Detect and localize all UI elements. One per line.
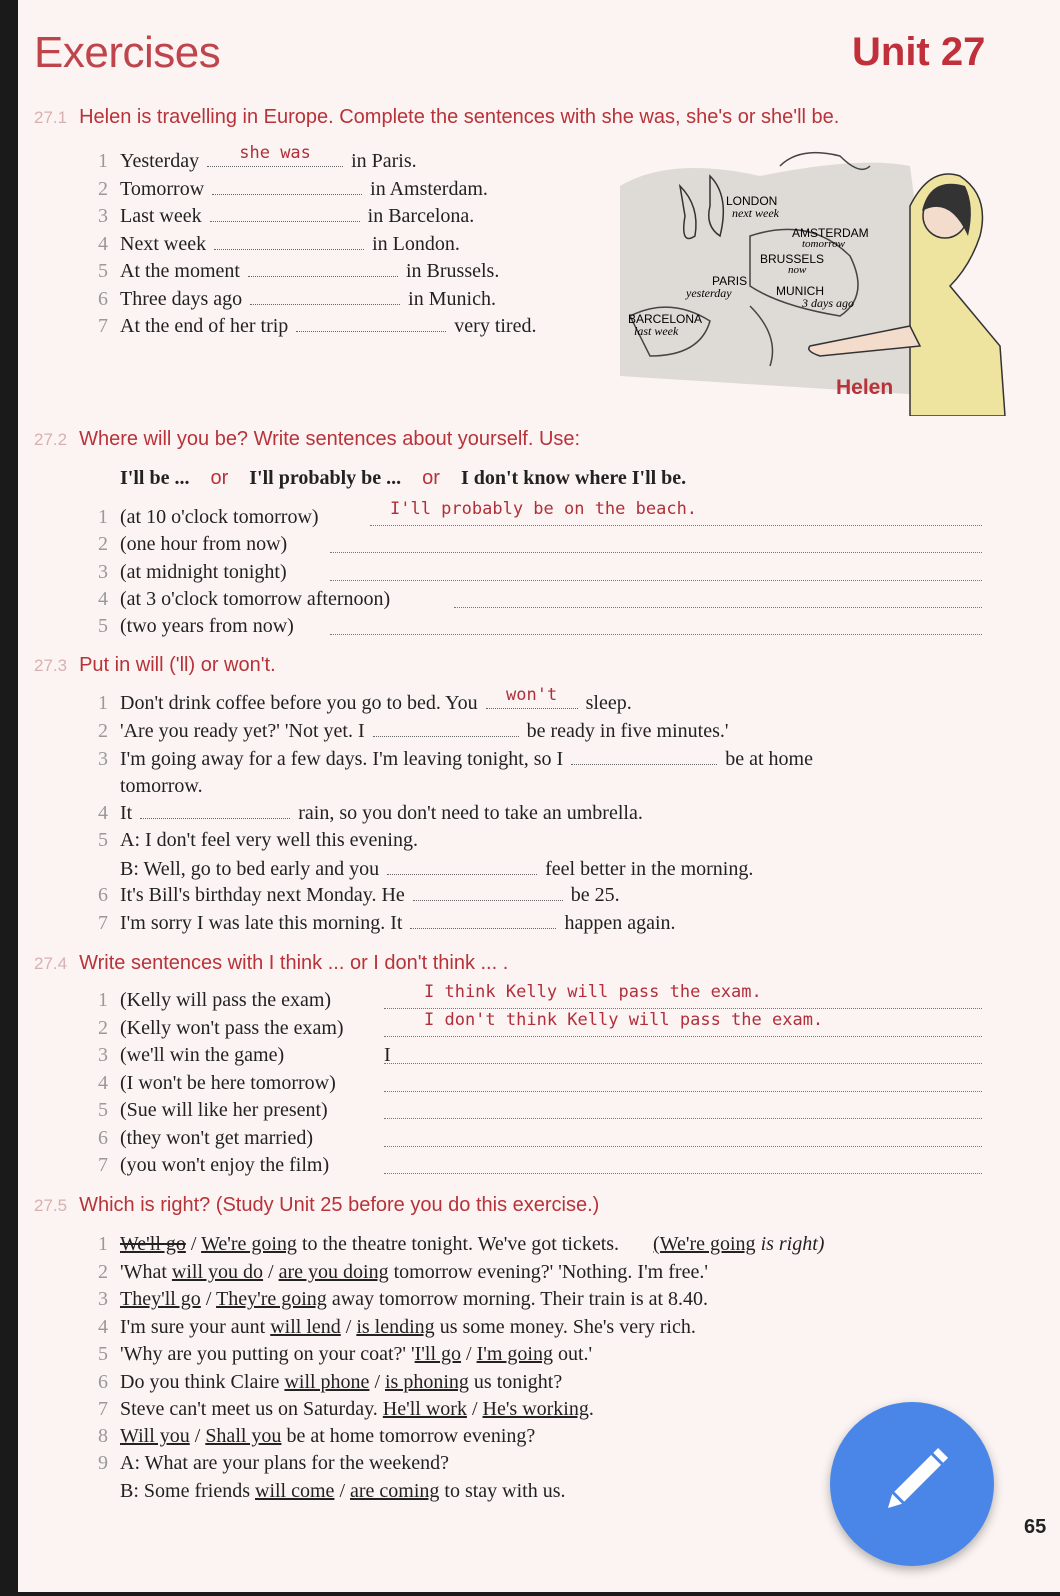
item-number: 4 <box>98 1072 108 1094</box>
choice-2[interactable]: are coming <box>350 1480 440 1502</box>
ex3-item <box>98 746 813 771</box>
item-number: 1 <box>98 989 108 1011</box>
item-prompt: (we'll win the game) <box>120 1044 285 1066</box>
item-number: 1 <box>98 1233 108 1255</box>
ex3-item <box>98 685 632 715</box>
item-text-after: happen again. <box>564 912 676 934</box>
exercise-5-heading <box>34 1194 599 1217</box>
choice-1[interactable]: will you do <box>171 1261 264 1283</box>
item-number: 5 <box>98 615 108 637</box>
item-number: 4 <box>98 802 108 824</box>
ex3-item-b-line <box>120 856 753 881</box>
choice-1[interactable]: They'll go <box>120 1288 201 1310</box>
item-text-after: sleep. <box>585 692 632 714</box>
item-text-after: be ready in five minutes.' <box>526 720 729 742</box>
choice-separator: / <box>461 1343 477 1365</box>
item-text-after: to the theatre tonight. We've got tickets. <box>296 1233 620 1255</box>
item-number: 6 <box>98 884 108 906</box>
choice-2[interactable]: He's working <box>482 1398 589 1420</box>
handwritten-answer: I think Kelly will pass the exam. <box>424 982 762 1002</box>
exercise-instruction: Put in will ('ll) or won't. <box>79 654 276 676</box>
option-a: I'll be ... <box>120 467 190 489</box>
answer-line[interactable] <box>330 580 982 581</box>
item-text-after: be 25. <box>570 884 620 906</box>
item-prompt: (I won't be here tomorrow) <box>120 1072 336 1094</box>
answer-line[interactable] <box>384 1173 982 1174</box>
map-label-london: LONDON <box>726 194 778 208</box>
item-text-after: out.' <box>552 1343 593 1365</box>
ex4-item <box>98 1043 284 1067</box>
choice-1[interactable]: Will you <box>120 1425 190 1447</box>
item-number: 9 <box>98 1452 108 1474</box>
edit-fab-button[interactable] <box>830 1402 994 1566</box>
item-prompt: (Kelly won't pass the exam) <box>120 1017 344 1039</box>
ex2-options <box>120 466 686 490</box>
answer-blank[interactable] <box>486 685 578 709</box>
ex2-item <box>98 587 390 611</box>
answer-blank[interactable] <box>373 718 519 737</box>
ex3-item <box>98 882 620 907</box>
ex3-item <box>98 910 676 935</box>
map-label-paris-when: yesterday <box>686 286 732 300</box>
item-text-before: I'm going away for a few days. I'm leaving tonight, so I <box>120 748 564 770</box>
choice-2[interactable]: is lending <box>356 1316 435 1338</box>
item-prompt: (Kelly will pass the exam) <box>120 989 332 1011</box>
item-text-before: Tomorrow <box>120 178 205 200</box>
item-number: 3 <box>98 1044 108 1066</box>
map-label-amsterdam: AMSTERDAM <box>792 226 869 240</box>
choice-1[interactable]: will come <box>255 1480 335 1502</box>
answer-blank[interactable] <box>250 286 400 305</box>
map-drawing <box>610 146 1010 416</box>
handwritten-answer: I don't think Kelly will pass the exam. <box>424 1010 824 1030</box>
item-prompt: (two years from now) <box>120 615 294 637</box>
ex4-item <box>98 1153 329 1177</box>
item-prompt: (Sue will like her present) <box>120 1099 328 1121</box>
item-number: 1 <box>98 506 108 528</box>
answer-blank[interactable] <box>214 231 364 250</box>
choice-1[interactable]: He'll work <box>382 1398 467 1420</box>
answer-blank[interactable] <box>248 258 398 277</box>
item-text-after: in Paris. <box>351 150 417 172</box>
item-text-after: in Brussels. <box>405 260 500 282</box>
item-number: 3 <box>98 748 108 770</box>
item-prompt: (at midnight tonight) <box>120 561 287 583</box>
item-number: 6 <box>98 288 108 310</box>
ex3-item <box>98 718 728 743</box>
or-2: or <box>422 467 440 489</box>
item-text-after: feel better in the morning. <box>545 858 754 880</box>
item-number: 2 <box>98 720 108 742</box>
item-text-after: us tonight? <box>468 1371 563 1393</box>
exercise-1-heading <box>34 106 839 129</box>
choice-2[interactable]: is phoning <box>385 1371 469 1393</box>
or-1: or <box>210 467 229 489</box>
map-label-munich-when: 3 days ago <box>802 296 854 310</box>
option-c: I don't know where I'll be. <box>460 467 687 489</box>
ex1-item <box>98 143 417 173</box>
exercise-number: 27.5 <box>34 1196 68 1215</box>
ex5-item <box>98 1424 535 1448</box>
exercise-instruction: Helen is travelling in Europe. Complete the sentences with she was, she's or she'll be. <box>79 106 840 128</box>
item-number: 6 <box>98 1127 108 1149</box>
exercise-number: 27.4 <box>34 954 68 973</box>
map-label-brussels-when: now <box>788 264 807 276</box>
item-number: 7 <box>98 1154 108 1176</box>
item-number: 1 <box>98 692 108 714</box>
choice-separator: / <box>185 1233 202 1255</box>
item-number: 3 <box>98 561 108 583</box>
item-text-after: in Amsterdam. <box>370 178 488 200</box>
item-text-before: Last week <box>120 205 202 227</box>
answer-blank[interactable] <box>413 882 563 901</box>
item-number: 2 <box>98 178 108 200</box>
choice-1[interactable]: will lend <box>270 1316 341 1338</box>
choice-2[interactable]: They're going <box>216 1288 327 1310</box>
choice-1[interactable]: will phone <box>284 1371 370 1393</box>
choice-2[interactable]: Shall you <box>205 1425 282 1447</box>
ex5-item <box>98 1397 594 1421</box>
item-number: 5 <box>98 1099 108 1121</box>
map-label-amsterdam-when: tomorrow <box>802 238 845 250</box>
item-number: 5 <box>98 829 108 851</box>
item-text-before: Next week <box>120 233 207 255</box>
item-text-before: At the moment <box>120 260 240 282</box>
item-text-before: Do you think Claire <box>120 1371 285 1393</box>
item-number: 4 <box>98 588 108 610</box>
item-text-before: I'm sure your aunt <box>120 1316 271 1338</box>
item-number: 2 <box>98 533 108 555</box>
page-title: Exercises <box>34 28 221 77</box>
item-text-before: A: I don't feel very well this evening. <box>120 829 418 851</box>
exercise-number: 27.3 <box>34 656 68 675</box>
ex1-item <box>98 286 496 311</box>
item-text-before: Don't drink coffee before you go to bed. You <box>120 692 478 714</box>
item-prompt: (at 3 o'clock tomorrow afternoon) <box>120 588 391 610</box>
choice-separator: / <box>189 1425 206 1447</box>
ex2-item <box>98 560 287 584</box>
unit-label: Unit 27 <box>852 30 986 74</box>
ex2-item <box>98 532 287 556</box>
item-text-before: B: Well, go to bed early and you <box>120 858 380 880</box>
ex4-item <box>98 988 331 1012</box>
answer-blank[interactable] <box>140 800 290 819</box>
map-label-paris: PARIS <box>712 274 748 288</box>
choice-2[interactable]: I'm going <box>476 1343 553 1365</box>
answer-blank[interactable] <box>296 313 446 332</box>
item-number: 6 <box>98 1371 108 1393</box>
choice-1[interactable]: We'll go <box>120 1233 186 1255</box>
exercise-instruction: Where will you be? Write sentences about yourself. Use: <box>79 428 581 450</box>
choice-separator: / <box>334 1480 350 1502</box>
item-number: 4 <box>98 233 108 255</box>
item-text-before: Three days ago <box>120 288 243 310</box>
answer-line[interactable] <box>370 525 982 526</box>
ex4-item <box>98 1126 313 1150</box>
item-number: 2 <box>98 1261 108 1283</box>
answer-blank[interactable] <box>571 746 717 765</box>
note-choice: (We're going <box>653 1233 756 1255</box>
item-text-before: At the end of her trip <box>120 315 289 337</box>
printed-answer-start: I <box>384 1044 391 1066</box>
choice-separator: / <box>340 1316 357 1338</box>
item-text-after: in London. <box>372 233 460 255</box>
item-text-after: be at home <box>725 748 813 770</box>
ex1-item <box>98 258 499 283</box>
choice-separator: / <box>200 1288 217 1310</box>
map-label-barcelona: BARCELONA <box>628 312 703 326</box>
item-prompt: (one hour from now) <box>120 533 288 555</box>
item-text-before: It's Bill's birthday next Monday. He <box>120 884 405 906</box>
item-number: 7 <box>98 315 108 337</box>
ex2-item <box>98 505 319 529</box>
item-text-a: A: What are your plans for the weekend? <box>120 1452 449 1474</box>
item-number: 8 <box>98 1425 108 1447</box>
item-text-before: 'Are you ready yet?' 'Not yet. I <box>120 720 365 742</box>
answer-blank[interactable] <box>207 143 343 167</box>
answer-blank[interactable] <box>387 856 537 875</box>
choice-separator: / <box>466 1398 483 1420</box>
ex1-item <box>98 176 488 201</box>
item-number: 2 <box>98 1017 108 1039</box>
item-text-after: to stay with us. <box>439 1480 566 1502</box>
ex5-item <box>98 1342 592 1366</box>
item-prompt: (they won't get married) <box>120 1127 313 1149</box>
item-text-after: away tomorrow morning. Their train is at 8.40. <box>326 1288 709 1310</box>
exercise-number: 27.2 <box>34 430 68 449</box>
ex3-item <box>98 800 643 825</box>
page-number: 65 <box>1024 1516 1047 1538</box>
exercise-3-heading <box>34 654 276 677</box>
item-text-after: in Munich. <box>408 288 496 310</box>
choice-2[interactable]: We're going <box>201 1233 297 1255</box>
choice-separator: / <box>369 1371 385 1393</box>
map-label-barcelona-when: last week <box>634 324 679 338</box>
choice-separator: / <box>263 1261 279 1283</box>
item-number: 7 <box>98 1398 108 1420</box>
item-number: 1 <box>98 150 108 172</box>
ex5-item <box>98 1451 449 1475</box>
item-number: 5 <box>98 260 108 282</box>
answer-line[interactable] <box>330 634 982 635</box>
item-number: 7 <box>98 912 108 934</box>
note-text: is right) <box>755 1233 825 1255</box>
item-text-after: be at home tomorrow evening? <box>281 1425 536 1447</box>
item-number: 3 <box>98 1288 108 1310</box>
item-number: 3 <box>98 205 108 227</box>
ex4-item <box>98 1098 328 1122</box>
item-text-after: in Barcelona. <box>367 205 475 227</box>
item-text-after: very tired. <box>454 315 537 337</box>
handwritten-answer: she was <box>239 143 311 163</box>
ex5-item <box>98 1315 696 1339</box>
item-text-b: B: Some friends <box>120 1480 255 1502</box>
answer-line[interactable] <box>384 1008 982 1009</box>
item-text-continuation: tomorrow. <box>120 775 203 797</box>
item-text-before: Steve can't meet us on Saturday. <box>120 1398 383 1420</box>
exercise-instruction: Write sentences with I think ... or I don't think ... . <box>79 952 509 974</box>
ex4-item <box>98 1016 344 1040</box>
workbook-page <box>18 0 1060 1592</box>
answer-line[interactable] <box>454 607 982 608</box>
handwritten-answer: won't <box>506 685 558 705</box>
ex5-item <box>98 1232 824 1256</box>
answer-line[interactable] <box>330 552 982 553</box>
answer-line[interactable] <box>384 1091 982 1092</box>
ex1-item <box>98 231 460 256</box>
choice-2[interactable]: are you doing <box>278 1261 389 1283</box>
ex4-item <box>98 1071 336 1095</box>
answer-line[interactable] <box>384 1063 982 1064</box>
ex2-item <box>98 614 294 638</box>
ex3-item <box>98 828 418 852</box>
exercise-instruction: Which is right? (Study Unit 25 before you do this exercise.) <box>79 1194 600 1216</box>
map-label-munich: MUNICH <box>776 284 824 298</box>
map-label-brussels: BRUSSELS <box>760 252 825 266</box>
item-text-after: rain, so you don't need to take an umbrella. <box>298 802 643 824</box>
answer-blank[interactable] <box>210 203 360 222</box>
answer-blank[interactable] <box>212 176 362 195</box>
item-prompt: (you won't enjoy the film) <box>120 1154 330 1176</box>
answer-line[interactable] <box>384 1036 982 1037</box>
handwritten-answer: I'll probably be on the beach. <box>390 499 698 519</box>
option-b: I'll probably be ... <box>249 467 402 489</box>
item-text-before: I'm sorry I was late this morning. It <box>120 912 403 934</box>
item-prompt: (at 10 o'clock tomorrow) <box>120 506 319 528</box>
pencil-icon <box>830 1402 994 1566</box>
answer-blank[interactable] <box>410 910 556 929</box>
answer-line[interactable] <box>384 1118 982 1119</box>
ex5-item-b-line <box>120 1479 566 1503</box>
item-number: 5 <box>98 1343 108 1365</box>
item-text-before: 'Why are you putting on your coat?' ' <box>120 1343 415 1365</box>
map-label-london-when: next week <box>732 206 779 220</box>
ex5-item <box>98 1370 562 1394</box>
exercise-4-heading <box>34 952 508 975</box>
ex5-item <box>98 1260 708 1284</box>
example-note <box>653 1233 824 1255</box>
choice-1[interactable]: I'll go <box>414 1343 462 1365</box>
item-number: 4 <box>98 1316 108 1338</box>
ex1-item <box>98 203 474 228</box>
exercise-number: 27.1 <box>34 108 68 127</box>
exercise-2-heading <box>34 428 580 451</box>
answer-line[interactable] <box>384 1146 982 1147</box>
ex5-item <box>98 1287 708 1311</box>
item-text-after: tomorrow evening?' 'Nothing. I'm free.' <box>388 1261 708 1283</box>
item-text-after: . <box>588 1398 594 1420</box>
item-text-before: Yesterday <box>120 150 200 172</box>
item-text-before: It <box>120 802 133 824</box>
helen-label: Helen <box>836 376 894 399</box>
item-text-before: 'What <box>120 1261 172 1283</box>
item-text-after: us some money. She's very rich. <box>434 1316 696 1338</box>
ex3-item-continuation <box>120 774 203 798</box>
europe-map-illustration <box>610 146 1010 416</box>
ex1-item <box>98 313 536 338</box>
